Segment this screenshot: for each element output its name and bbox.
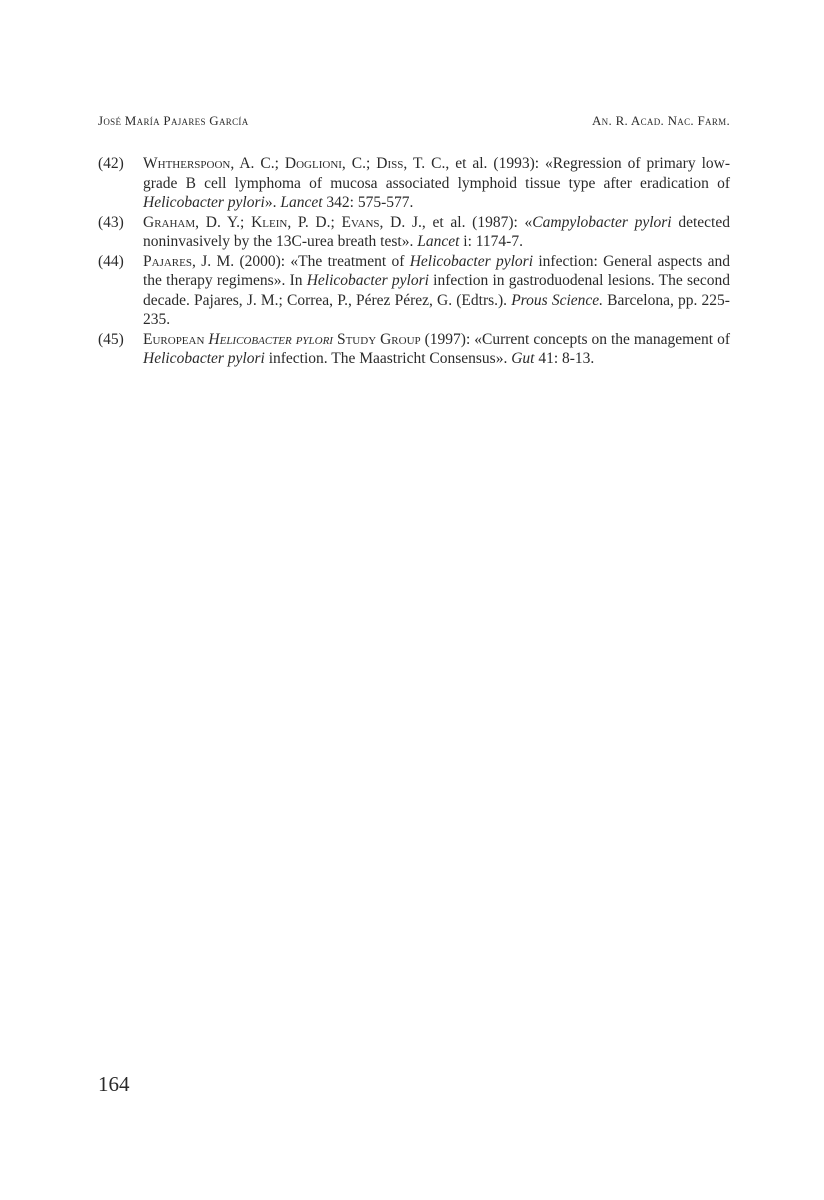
reference-italic: Helicobacter pylori [306, 272, 429, 289]
reference-item [98, 213, 730, 252]
reference-authors: Pajares, [143, 252, 196, 270]
reference-italic: Campylobacter pylori [532, 213, 672, 231]
reference-journal: Gut [511, 350, 535, 367]
reference-text: et al. (1987): « [425, 213, 533, 231]
reference-text: (1997): «Current concepts on the management of [420, 330, 730, 348]
reference-publisher: Prous Science. [511, 291, 604, 309]
reference-authors-italic: Helicobacter pylori [208, 330, 333, 348]
reference-authors: Study Group [332, 330, 421, 348]
reference-text: infection: General aspects and the therapy regimens». In [143, 252, 730, 289]
reference-text: i: 1174-7. [459, 233, 523, 250]
header-journal: An. R. Acad. Nac. Farm. [591, 113, 730, 128]
reference-journal: Lancet [280, 194, 323, 211]
reference-italic: Helicobacter pylori [409, 252, 534, 270]
reference-text: 41: 8-13. [534, 350, 595, 367]
reference-list [98, 154, 730, 369]
page-number: 164 [98, 1072, 130, 1096]
reference-item [98, 330, 730, 369]
reference-number: (44) [98, 252, 124, 270]
reference-item [98, 154, 730, 213]
reference-text: et al. (1993): «Regression of primary low-grade B cell lymphoma of mucosa associated lymphoid tissue type after eradication of [143, 155, 730, 192]
reference-text: infection in gastroduodenal lesions. The second decade. Pajares, J. M.; Correa, P., Pérez Pérez, G. (Edtrs.). [143, 272, 730, 309]
reference-authors: European [143, 330, 209, 348]
header-author: José María Pajares García [98, 113, 249, 128]
reference-text: Barcelona, pp. 225-235. [143, 291, 730, 328]
reference-italic: Helicobacter pylori [143, 350, 265, 367]
reference-text: detected noninvasively by the 13C-urea breath test». [143, 213, 730, 250]
reference-number: (43) [98, 213, 124, 231]
reference-text: J. M. (2000): «The treatment of [195, 252, 410, 270]
reference-number: (45) [98, 330, 124, 348]
reference-item [98, 252, 730, 330]
reference-authors: Graham, D. Y.; Klein, P. D.; Evans, D. J., [143, 213, 426, 231]
reference-text: 342: 575-577. [322, 194, 414, 211]
reference-text: ». [264, 194, 281, 211]
reference-authors: Whtherspoon, A. C.; Doglioni, C.; Diss, T. C., [143, 155, 450, 172]
reference-text: infection. The Maastricht Consensus». [264, 350, 512, 367]
reference-journal: Lancet [417, 233, 460, 250]
reference-number: (42) [98, 155, 124, 172]
running-head [98, 113, 730, 133]
reference-italic: Helicobacter pylori [143, 194, 265, 211]
